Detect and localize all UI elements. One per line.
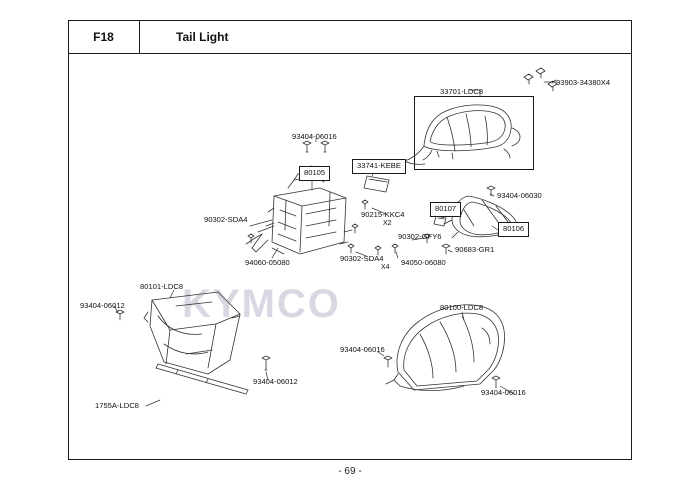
part-label-33741-KEBE: 33741-KEBE bbox=[352, 159, 406, 174]
page-title: Tail Light bbox=[176, 29, 229, 44]
diagram-title-bar bbox=[68, 20, 632, 54]
part-label-93404-06012-left: 93404-06012 bbox=[80, 301, 125, 310]
page-number: - 69 - bbox=[338, 466, 362, 477]
section-code: F18 bbox=[93, 29, 114, 44]
part-label-94060-05080: 94060-05080 bbox=[245, 258, 290, 267]
part-qty-90302-SDA4: X4 bbox=[381, 264, 390, 271]
part-qty-90215-KKC4: X2 bbox=[383, 220, 392, 227]
part-label-93903-34380X4: 93903-34380X4 bbox=[556, 78, 611, 87]
part-label-80100-LDC8: 80100-LDC8 bbox=[440, 303, 484, 312]
part-label-93404-06016-top: 93404-06016 bbox=[292, 132, 337, 141]
part-label-90215-KKC4: 90215-KKC4 bbox=[361, 210, 405, 219]
part-label-1755A-LDC8: 1755A-LDC8 bbox=[95, 401, 139, 410]
kymco-watermark: KYMCO bbox=[182, 282, 341, 326]
inset-label: 33701-LDC8 bbox=[440, 87, 484, 96]
part-label-90302-GFY6: 90302-GFY6 bbox=[398, 232, 442, 241]
part-label-80106: 80106 bbox=[498, 222, 529, 237]
part-label-90302-SDA4-mid: 90302-SDA4 bbox=[340, 254, 384, 263]
part-label-93404-06016-fender: 93404-06016 bbox=[340, 345, 385, 354]
inset-detail-box bbox=[414, 96, 534, 170]
diagram-frame bbox=[68, 20, 632, 460]
part-label-80105: 80105 bbox=[299, 166, 330, 181]
part-label-93404-06016-bottom: 93404-06016 bbox=[481, 388, 526, 397]
part-label-90302-SDA4-left: 90302-SDA4 bbox=[204, 215, 248, 224]
part-label-94050-06080: 94050-06080 bbox=[401, 258, 446, 267]
part-label-80107: 80107 bbox=[430, 202, 461, 217]
part-label-90683-GR1: 90683-GR1 bbox=[455, 245, 495, 254]
part-label-93404-06012-strip: 93404-06012 bbox=[253, 377, 298, 386]
part-label-93404-06030: 93404-06030 bbox=[497, 191, 542, 200]
part-label-80101-LDC8: 80101-LDC8 bbox=[140, 282, 184, 291]
section-code-cell bbox=[68, 20, 140, 53]
